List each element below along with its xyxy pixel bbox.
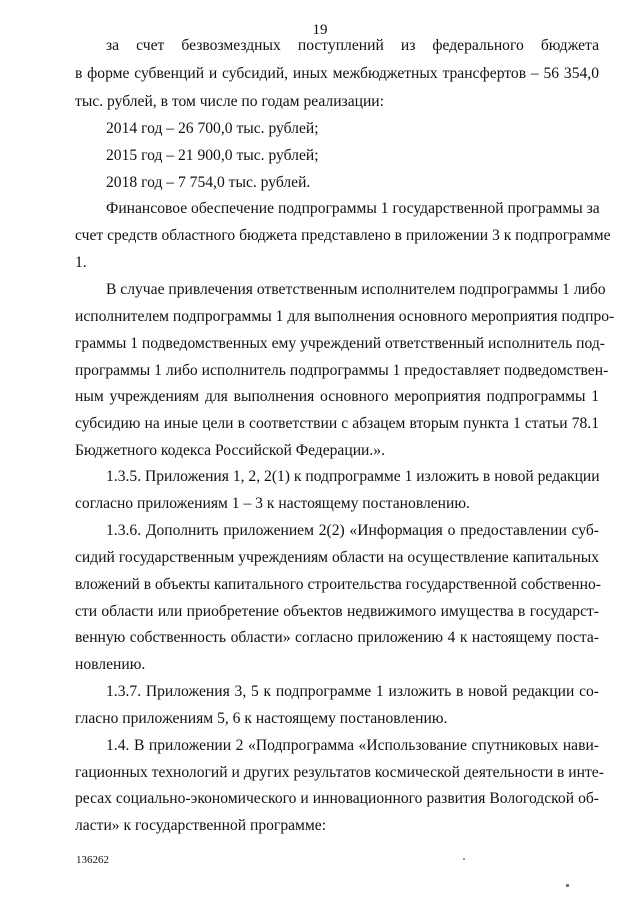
- text-line: венную собственность области» согласно приложению 4 к настоящему поста-: [75, 629, 599, 646]
- text-line: согласно приложениям 1 – 3 к настоящему постановлению.: [75, 495, 470, 512]
- text-line: граммы 1 подведомственных ему учреждений ответственный исполнитель под-: [75, 335, 605, 352]
- text-line: вложений в объекты капитального строительства государственной собственно-: [75, 576, 601, 593]
- text-line: счет средств областного бюджета представлено в приложении 3 к подпрограмме: [75, 227, 611, 244]
- text-line: ным учреждениям для выполнения основного мероприятия подпрограммы 1: [75, 388, 599, 405]
- text-line: 2014 год – 26 700,0 тыс. рублей;: [106, 120, 319, 137]
- scan-speck: [566, 884, 569, 887]
- text-line: Бюджетного кодекса Российской Федерации.».: [75, 442, 385, 459]
- text-line: программы 1 либо исполнитель подпрограммы 1 предоставляет подведомствен-: [75, 362, 609, 379]
- text-line: 1.3.6. Дополнить приложением 2(2) «Информация о предоставлении суб-: [106, 522, 599, 539]
- text-line: сти области или приобретение объектов недвижимого имущества в государст-: [75, 603, 599, 620]
- text-line: субсидию на иные цели в соответствии с абзацем вторым пункта 1 статьи 78.1: [75, 415, 599, 432]
- document-code: 136262: [76, 854, 109, 866]
- text-line: гационных технологий и других результатов космической деятельности в инте-: [75, 764, 604, 781]
- text-line: ласти» к государственной программе:: [75, 817, 327, 834]
- page-number: 19: [312, 22, 328, 38]
- scan-speck: [463, 858, 465, 860]
- text-line: 1.: [75, 254, 87, 271]
- text-line: гласно приложениям 5, 6 к настоящему постановлению.: [75, 710, 448, 727]
- text-line: В случае привлечения ответственным исполнителем подпрограммы 1 либо: [106, 281, 606, 298]
- text-line: 2015 год – 21 900,0 тыс. рублей;: [106, 147, 319, 164]
- text-line: сидий государственным учреждениям области на осуществление капитальных: [75, 549, 599, 566]
- text-line: 1.4. В приложении 2 «Подпрограмма «Использование спутниковых нави-: [106, 737, 599, 754]
- text-line: 1.3.5. Приложения 1, 2, 2(1) к подпрограмме 1 изложить в новой редакции: [106, 468, 600, 485]
- text-line: ресах социально-экономического и инновационного развития Вологодской об-: [75, 790, 599, 807]
- text-line: новлению.: [75, 656, 146, 673]
- text-line: Финансовое обеспечение подпрограммы 1 государственной программы за: [106, 200, 600, 217]
- text-line: 2018 год – 7 754,0 тыс. рублей.: [106, 174, 311, 191]
- text-line: тыс. рублей, в том числе по годам реализации:: [75, 93, 384, 110]
- text-line: в форме субвенций и субсидий, иных межбюджетных трансфертов – 56 354,0: [75, 65, 599, 82]
- text-line: исполнителем подпрограммы 1 для выполнения основного мероприятия подпро-: [75, 308, 615, 325]
- text-line: 1.3.7. Приложения 3, 5 к подпрограмме 1 изложить в новой редакции со-: [106, 683, 599, 700]
- text-line: за счет безвозмездных поступлений из федерального бюджета: [106, 37, 599, 54]
